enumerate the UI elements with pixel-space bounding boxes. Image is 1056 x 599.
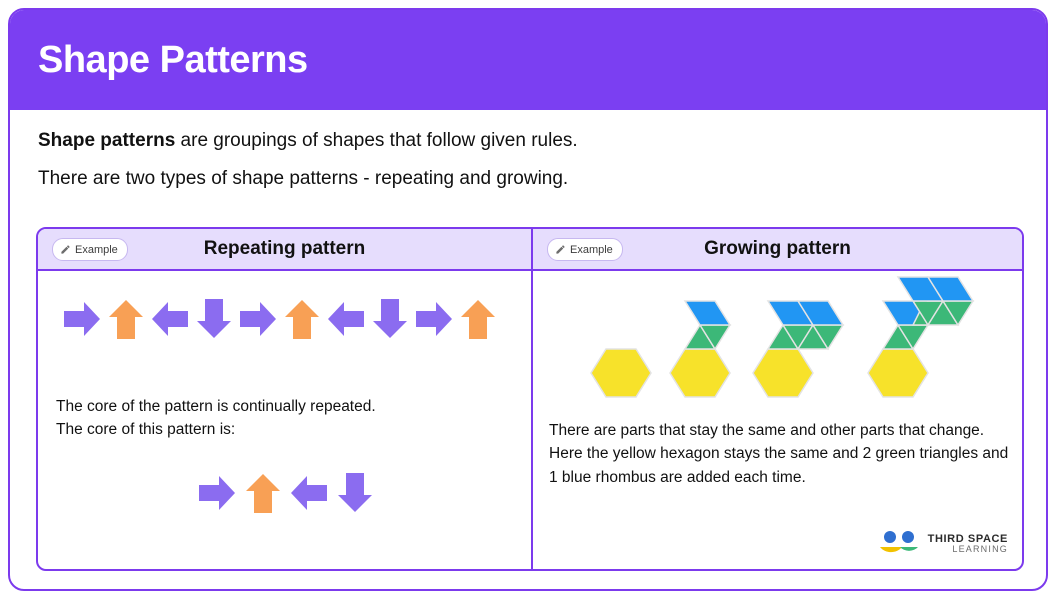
intro-text-block	[38, 128, 998, 203]
pencil-icon	[60, 244, 71, 255]
growing-explanation-line-2: Here the yellow hexagon stays the same and 2 green triangles and 1 blue rhombus are added each time.	[549, 445, 1009, 486]
example-badge-growing	[547, 238, 623, 261]
growing-explanation	[549, 419, 1011, 489]
arrow-up-orange-icon	[106, 293, 146, 345]
lesson-card	[8, 8, 1048, 591]
growing-term-3	[753, 301, 843, 397]
pencil-icon	[555, 244, 566, 255]
growing-term-4	[868, 277, 973, 397]
repeating-explanation-line-1: The core of the pattern is continually repeated.	[56, 398, 376, 415]
repeating-panel-header	[38, 229, 531, 271]
arrow-up-orange-icon	[458, 293, 498, 345]
growing-pattern-panel	[533, 229, 1022, 569]
arrow-down-purple-icon	[370, 293, 410, 345]
arrow-right-purple-icon	[60, 293, 104, 345]
arrow-down-purple-icon	[194, 293, 234, 345]
example-badge-repeating	[52, 238, 128, 261]
intro-line-1-bold: Shape patterns	[38, 130, 176, 151]
growing-pattern-figures	[543, 271, 1013, 421]
intro-line-2: There are two types of shape patterns - repeating and growing.	[38, 167, 569, 189]
arrow-right-purple-icon	[195, 467, 239, 519]
page-title: Shape Patterns	[38, 38, 308, 81]
logo-sub-text: LEARNING	[952, 544, 1008, 555]
example-badge-label-growing: Example	[570, 243, 613, 256]
repeating-pattern-sequence	[60, 293, 498, 345]
logo-mark-icon	[878, 529, 920, 559]
repeating-core-sequence	[38, 467, 531, 519]
growing-pattern-diagram	[543, 271, 1013, 421]
arrow-up-orange-icon	[282, 293, 322, 345]
repeating-panel-title: Repeating pattern	[203, 238, 366, 259]
logo-main-text: THIRD SPACE	[927, 532, 1008, 545]
growing-explanation-line-1: There are parts that stay the same and other parts that change.	[549, 422, 985, 439]
page-header	[10, 10, 1046, 110]
repeating-panel-body	[38, 271, 531, 569]
growing-panel-body	[533, 271, 1022, 569]
repeating-explanation	[56, 395, 506, 442]
arrow-right-purple-icon	[236, 293, 280, 345]
arrow-left-purple-icon	[148, 293, 192, 345]
growing-panel-title: Growing pattern	[704, 238, 851, 259]
repeating-pattern-panel	[38, 229, 533, 569]
growing-term-2	[670, 301, 730, 397]
arrow-down-purple-icon	[335, 467, 375, 519]
arrow-up-orange-icon	[243, 467, 283, 519]
examples-panels	[36, 227, 1024, 571]
third-space-learning-logo	[878, 529, 1008, 559]
intro-line-1-rest: are groupings of shapes that follow given rules.	[175, 130, 578, 151]
intro-line-1	[38, 128, 998, 154]
example-badge-label-repeating: Example	[75, 243, 118, 256]
growing-term-1	[591, 349, 651, 397]
arrow-left-purple-icon	[324, 293, 368, 345]
arrow-right-purple-icon	[412, 293, 456, 345]
arrow-left-purple-icon	[287, 467, 331, 519]
logo-text-block	[928, 534, 1008, 555]
repeating-explanation-line-2: The core of this pattern is:	[56, 421, 236, 439]
growing-panel-header	[533, 229, 1022, 271]
